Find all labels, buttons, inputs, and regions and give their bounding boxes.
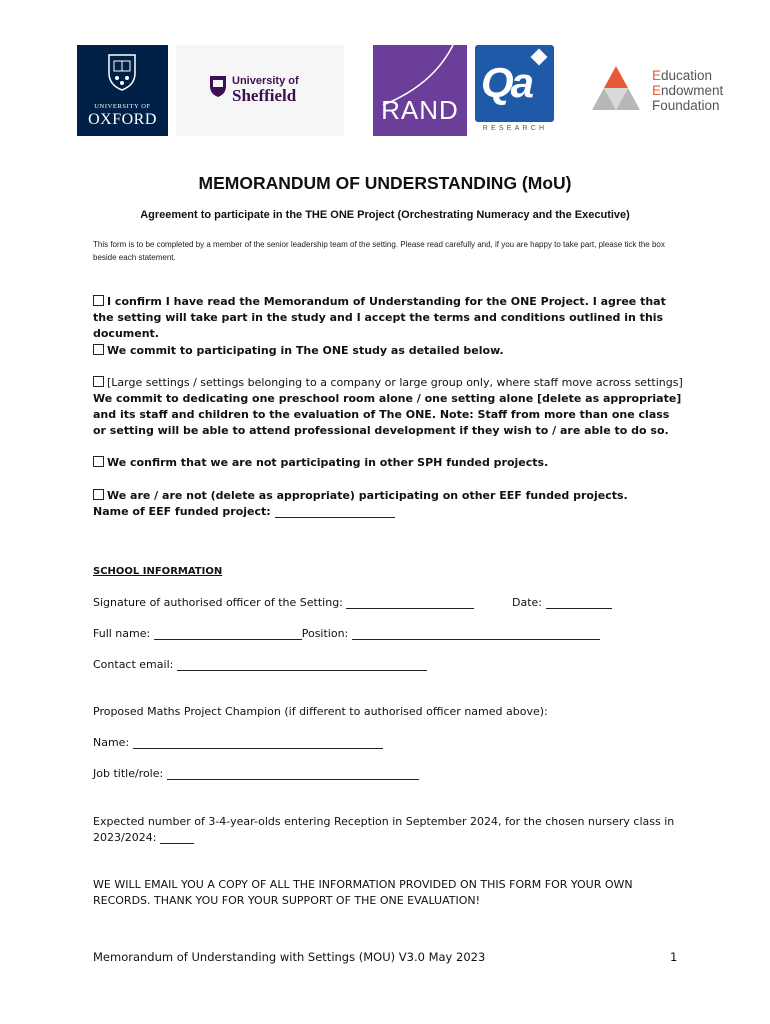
fullname-label: Full name: — [93, 627, 151, 640]
date-field[interactable] — [546, 596, 612, 609]
document-subtitle: Agreement to participate in the THE ONE Project (Orchestrating Numeracy and the Executive) — [140, 209, 630, 221]
oxford-crest-icon — [107, 53, 137, 91]
sheffield-logo-line1: University of — [232, 75, 299, 87]
instructions-text: This form is to be completed by a member of the senior leadership team of the setting. Please read carefully and, if you are happy to take part, please tick the box beside each statement. — [93, 240, 665, 262]
document-title: MEMORANDUM OF UNDERSTANDING (MoU) — [198, 173, 572, 193]
date-label: Date: — [512, 596, 542, 609]
expected-number-label: 2023/2024: — [93, 831, 157, 844]
qa-logo-glyph: Qa — [481, 59, 532, 106]
expected-number-row — [93, 830, 194, 846]
champion-name-label: Name: — [93, 736, 130, 749]
email-label: Contact email: — [93, 658, 174, 671]
email-row — [93, 657, 427, 673]
jobtitle-label: Job title/role: — [93, 767, 164, 780]
email-field[interactable] — [177, 658, 427, 671]
statement-5 — [93, 488, 683, 520]
expected-number-line1: Expected number of 3-4-year-olds entering Reception in September 2024, for the chosen nursery class in — [93, 815, 675, 828]
footer-text: Memorandum of Understanding with Settings (MOU) V3.0 May 2023 — [93, 950, 486, 964]
eef-line1-rest: ducation — [661, 68, 713, 83]
fullname-row — [93, 626, 600, 642]
champion-label: Proposed Maths Project Champion (if different to authorised officer named above): — [93, 705, 548, 718]
statement-3-bold-text: We commit to dedicating one preschool room alone / one setting alone [delete as appropriate] and its staff and children to the evaluation of The ONE. Note: Staff from more than one class or setting will be able to attend professional development if they wish to / are able to do so. — [93, 392, 682, 437]
closing-line1: WE WILL EMAIL YOU A COPY OF ALL THE INFORMATION PROVIDED ON THIS FORM FOR YOUR OWN — [93, 878, 633, 891]
position-field[interactable] — [352, 627, 600, 640]
oxford-logo — [77, 45, 168, 136]
school-information-heading: SCHOOL INFORMATION — [93, 566, 223, 577]
statement-2-text: We commit to participating in The ONE study as detailed below. — [107, 344, 504, 357]
champion-name-field[interactable] — [133, 736, 383, 749]
statement-4-text: We confirm that we are not participating in other SPH funded projects. — [107, 456, 549, 469]
statement-4-checkbox[interactable] — [93, 456, 104, 467]
statement-5-text: We are / are not (delete as appropriate) participating on other EEF funded projects. — [107, 489, 628, 502]
statement-4 — [93, 455, 683, 471]
rand-logo — [373, 45, 467, 136]
eef-line2-rest: ndowment — [661, 83, 724, 98]
sheffield-crest-icon — [208, 74, 228, 98]
closing-line2: RECORDS. THANK YOU FOR YOUR SUPPORT OF THE ONE EVALUATION! — [93, 894, 481, 907]
statement-3 — [93, 375, 683, 439]
fullname-field[interactable] — [154, 627, 302, 640]
eef-project-name-label: Name of EEF funded project: — [93, 505, 271, 518]
statement-3-checkbox[interactable] — [93, 376, 104, 387]
eef-line2-initial: E — [652, 83, 662, 98]
statement-5-checkbox[interactable] — [93, 489, 104, 500]
page-number: 1 — [670, 950, 678, 964]
eef-logo-text — [652, 68, 723, 113]
statement-1-text: I confirm I have read the Memorandum of Understanding for the ONE Project. I agree that the setting will take part in the study and I accept the terms and conditions outlined in this document. — [93, 295, 666, 340]
eef-line3: Foundation — [652, 98, 720, 113]
statement-1 — [93, 294, 683, 342]
date-row — [512, 595, 612, 611]
oxford-logo-line1: UNIVERSITY OF — [94, 103, 151, 110]
eef-project-name-field[interactable] — [275, 505, 395, 518]
statement-1-checkbox[interactable] — [93, 295, 104, 306]
eef-triangles-icon — [590, 64, 642, 112]
jobtitle-field[interactable] — [167, 767, 419, 780]
signature-label: Signature of authorised officer of the Setting: — [93, 596, 343, 609]
eef-line1-initial: E — [652, 68, 662, 83]
sheffield-logo-line2: Sheffield — [232, 86, 297, 105]
sheffield-logo — [176, 45, 344, 136]
signature-row — [93, 595, 474, 611]
statement-2 — [93, 343, 683, 359]
champion-name-row — [93, 735, 383, 751]
rand-logo-text: RAND — [381, 95, 459, 125]
qa-logo-subtext: RESEARCH — [482, 125, 548, 132]
expected-number-field[interactable] — [160, 831, 194, 844]
qa-research-logo — [475, 45, 555, 137]
statement-2-checkbox[interactable] — [93, 344, 104, 355]
signature-field[interactable] — [346, 596, 474, 609]
eef-logo — [590, 64, 740, 120]
jobtitle-row — [93, 766, 419, 782]
position-label: Position: — [301, 627, 349, 640]
oxford-logo-line2: OXFORD — [88, 111, 157, 128]
statement-3-plain-text: [Large settings / settings belonging to a company or large group only, where staff move across settings] — [107, 376, 683, 389]
